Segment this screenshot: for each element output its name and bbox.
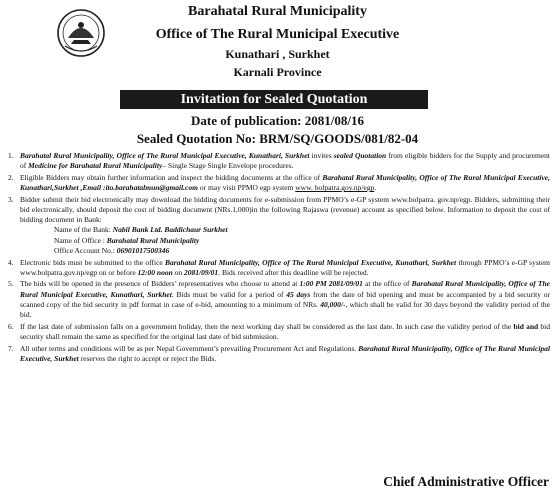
clause-text-run: from the date of bid opening and must be accompanied by a bid security or scanned copy of the bid security in pdf format in case of e-bid, amounting to a minimum of NRs.	[20, 289, 551, 309]
clause-text-run: Barahatal Rural Municipality, Office of The Rural Municipal Executive, Kunathari, Surkhet	[20, 279, 550, 299]
clause-text	[20, 195, 550, 224]
bank-detail-value: 06901017500346	[116, 245, 170, 255]
clause-text-run: 12:00 noon	[137, 267, 173, 277]
province-name: Karnali Province	[233, 65, 322, 79]
bank-detail-label: Office Account No.:	[54, 245, 117, 255]
clause-text-run: reserves the right to accept or reject the Bids.	[78, 353, 217, 363]
clause-number: 4.	[8, 257, 14, 267]
clause-number: 2.	[8, 172, 14, 182]
clause-number: 6.	[8, 321, 14, 331]
clause-text	[20, 322, 550, 341]
signature-title: Chief Administrative Officer	[383, 474, 549, 489]
clause-text-run: www. bolpatra.gov.np/egp	[295, 183, 375, 193]
clause-text-run: . Bids received after this deadline will be rejected.	[218, 267, 369, 277]
clause-text-run: . Bids must be valid for a period of	[171, 289, 287, 299]
office-name: Office of The Rural Municipal Executive	[155, 27, 400, 42]
clause-text-run: Barahatal Rural Municipality, Office of The Rural Municipal Executive, Surkhet	[20, 343, 550, 363]
clause-text	[20, 258, 550, 277]
clause-number: 1.	[8, 151, 14, 160]
clause-text-run: Barahatal Rural Municipality, Office of The Rural Municipal Executive, Kunathari, Surkhet	[20, 151, 310, 160]
clause-2	[8, 173, 550, 193]
clause-4	[8, 258, 550, 278]
clause-text-run: Bidder submit their bid electronically may download the bidding documents for e-submission from PPMO’s e-GP system www.bolpatra. gov.np/egp. Bidders, submitting their bid electronically, should deposit the cost of bidding document (NRs.1,000)in the following Rajaswa (revenue) account as specified below. Information to deposit the cost of bidding document in Bank:	[20, 194, 550, 225]
clause-text-run: bid security shall remain the same as specified for the original last date of bid submission.	[20, 321, 550, 341]
clause-text	[20, 279, 550, 319]
bank-detail-line	[20, 236, 550, 246]
clause-text-run: Electronic bids must be submitted to the office	[20, 257, 166, 267]
clause-text-run: If the last date of submission falls on a government holiday, then the next working day shall be considered as the last date. In such case the validity period of the	[20, 321, 514, 331]
clause-text-run: bid and	[513, 321, 539, 331]
clause-text-run: at the office of	[362, 279, 412, 289]
clause-text-run: Barahatal Rural Municipality, Office of The Rural Municipal Executive, Kunathari,Surkhet ,Email :ito.barahatalmun@gmail.com	[20, 172, 551, 193]
bank-detail-value: Nabil Bank Ltd. Baddichaur Surkhet	[112, 225, 228, 235]
org-name: Barahatal Rural Municipality	[188, 4, 367, 19]
clause-number: 7.	[8, 343, 14, 353]
clause-text-run: through PPMO’s e-GP system www.bolpatra.gov.np/egp on or before	[20, 257, 550, 277]
bank-detail-label: Name of Office :	[54, 235, 107, 245]
clause-text-run: Eligible Bidders may obtain further information and inspect the bidding documents at the office of	[20, 172, 323, 182]
clause-text-run: Barahatal Rural Municipality, Office of The Rural Municipal Executive, Kunathari, Surkhet	[165, 257, 457, 267]
clause-text	[20, 344, 550, 363]
clause-text-run: 1:00 PM 2081/09/01	[299, 279, 363, 289]
clause-text-run: invites	[309, 151, 334, 160]
bank-detail-line	[20, 225, 550, 235]
clause-text-run: on	[172, 267, 185, 277]
notice-body	[8, 151, 550, 366]
clause-6	[8, 322, 550, 342]
clause-number: 5.	[8, 279, 14, 289]
clause-text-run: or may visit PPMO egp system	[197, 183, 296, 193]
bank-detail-value: Barahatal Rural Municipality	[106, 235, 200, 245]
clause-text-run: , which shall be valid for 30 days beyond the validity period of the bid.	[20, 299, 550, 320]
clause-text	[20, 151, 550, 170]
clause-text-run: All other terms and conditions will be as per Nepal Government’s prevailing Procurement Act and Regulations.	[20, 343, 359, 353]
clause-5	[8, 279, 550, 320]
clause-text-run: 45 days	[286, 289, 311, 299]
office-location: Kunathari , Surkhet	[225, 47, 330, 61]
notice-title-banner: Invitation for Sealed Quotation	[120, 90, 428, 109]
clause-text-run: Medicine for Barahatal Rural Municipality	[28, 161, 163, 171]
clause-text-run: .	[374, 183, 377, 193]
clause-text-run: 40,000/-	[320, 299, 346, 309]
quotation-number: Sealed Quotation No: BRM/SQ/GOODS/081/82-04	[136, 131, 419, 146]
clause-text	[20, 173, 550, 192]
bank-detail-line	[20, 246, 550, 256]
clause-text-run: from eligible bidders for the Supply and procurement of	[20, 151, 550, 171]
clause-3	[8, 195, 550, 256]
clause-text-run: 2081/09/01	[184, 267, 219, 277]
clause-7	[8, 344, 550, 364]
clause-text-run: The bids will be opened in the presence of Bidders’ representatives who choose to attend at	[20, 279, 300, 289]
clause-text-run: sealed Quotation	[333, 151, 387, 160]
clause-text-run: – Single Stage Single Envelope procedures.	[162, 161, 294, 171]
clause-1	[8, 151, 550, 171]
bank-detail-label: Name of the Bank:	[54, 225, 113, 235]
publication-date: Date of publication: 2081/08/16	[191, 113, 364, 128]
clause-number: 3.	[8, 194, 14, 204]
